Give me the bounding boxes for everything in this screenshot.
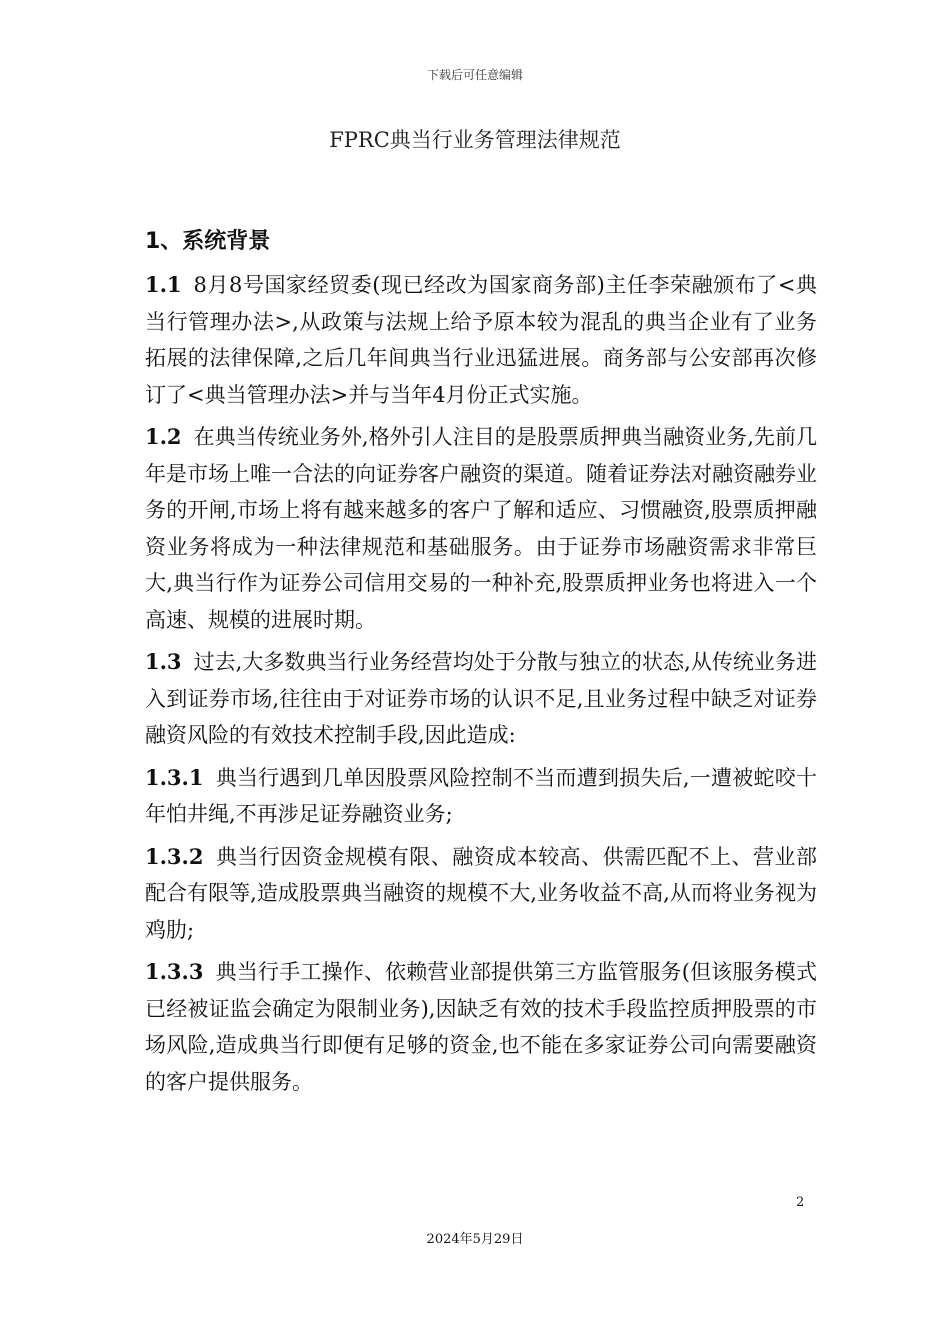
paragraph-text: 8月8号国家经贸委(现已经改为国家商务部)主任李荣融颁布了<典当行管理办法>,从政策与法规上给予原本较为混乱的典当企业有了业务拓展的法律保障,之后几年间典当行业迅猛进展。商务部与公安部再次修订了<典当管理办法>并与当年4月份正式实施。 [145,273,817,407]
paragraph-text: 典当行遇到几单因股票风险控制不当而遭到损失后,一遭被蛇咬十年怕井绳,不再涉足证券融资业务; [145,765,817,826]
clause-number: 1.3.3 [145,959,204,984]
paragraph-text: 典当行手工操作、依赖营业部提供第三方监管服务(但该服务模式已经被证监会确定为限制业务),因缺乏有效的技术手段监控质押股票的市场风险,造成典当行即便有足够的资金,也不能在多家证券公司向需要融资的客户提供服务。 [145,960,817,1094]
document-title: FPRC典当行业务管理法律规范 [329,128,621,152]
clause-number: 1.3.2 [145,843,204,869]
section-heading: 1、系统背景 [145,229,271,254]
paragraph-text: 在典当传统业务外,格外引人注目的是股票质押典当融资业务,先前几年是市场上唯一合法的向证券客户融资的渠道。随着证券法对融资融券业务的开闸,市场上将有越来越多的客户了解和适应、习惯融资,股票质押融资业务将成为一种法律规范和基础服务。由于证券市场融资需求非常巨大,典当行作为证券公司信用交易的一种补充,股票质押业务也将进入一个高速、规模的进展时期。 [145,425,817,632]
paragraph-text: 过去,大多数典当行业务经营均处于分散与独立的状态,从传统业务进入到证券市场,往往由于对证券市场的认识不足,且业务过程中缺乏对证券融资风险的有效技术控制手段,因此造成: [145,650,817,747]
paragraph-1-1 [145,267,817,413]
page-number: 2 [796,1195,805,1210]
clause-number: 1.3 [145,649,182,674]
footer-date: 2024年5月29日 [426,1232,524,1247]
paragraph-1-3 [145,644,817,754]
paragraph-1-2 [145,419,817,638]
clause-number: 1.3.1 [145,764,204,790]
paragraph-1-3-1 [145,760,817,833]
clause-number: 1.2 [145,424,182,449]
paragraph-text: 典当行因资金规模有限、融资成本较高、供需匹配不上、营业部配合有限等,造成股票典当融资的规模不大,业务收益不高,从而将业务视为鸡肋; [145,844,817,942]
header-note: 下载后可任意编辑 [426,68,523,82]
clause-number: 1.1 [145,272,182,297]
paragraph-1-3-3 [145,954,817,1100]
paragraph-1-3-2 [145,839,817,949]
document-body [145,225,817,1106]
